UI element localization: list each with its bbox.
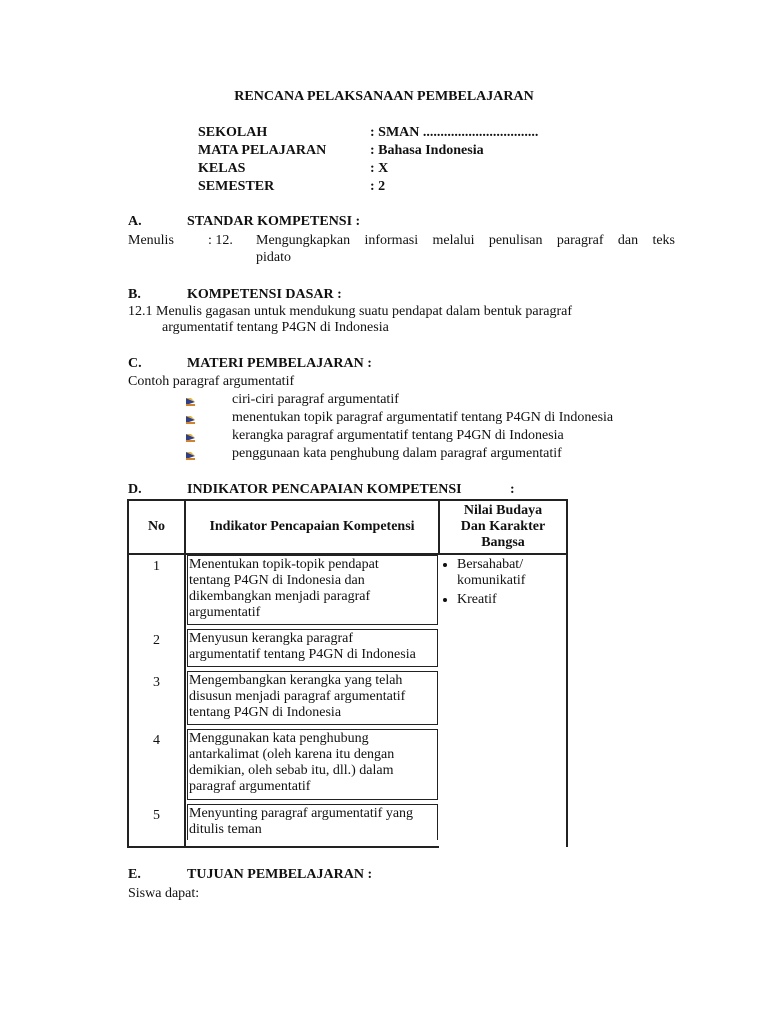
section-d-letter: D. xyxy=(128,482,142,497)
row-indikator-line: tentang P4GN di Indonesia dan xyxy=(189,573,365,588)
section-a-number: : 12. xyxy=(208,233,233,248)
section-e-intro: Siswa dapat: xyxy=(128,886,200,901)
nilai-item-line: komunikatif xyxy=(457,573,526,588)
nilai-item-line: Bersahabat/ xyxy=(457,557,524,572)
identity-label-semester: SEMESTER xyxy=(198,179,275,194)
section-c-heading: MATERI PEMBELAJARAN : xyxy=(187,356,372,371)
row-indikator xyxy=(185,554,439,629)
section-e-heading: TUJUAN PEMBELAJARAN : xyxy=(187,867,373,882)
section-a-text-line1: Mengungkapkan informasi melalui penulisan paragraf dan teks xyxy=(256,233,675,248)
row-indikator-line: ditulis teman xyxy=(189,822,262,837)
header-nilai-line: Dan Karakter xyxy=(460,519,546,534)
row-indikator-line: argumentatif xyxy=(189,605,261,620)
header-nilai-line: Bangsa xyxy=(481,535,525,550)
identity-label-kelas: KELAS xyxy=(198,161,246,176)
section-a-letter: A. xyxy=(128,214,142,229)
row-indikator xyxy=(185,729,439,804)
nilai-item xyxy=(457,592,566,608)
row-no: 1 xyxy=(128,554,185,629)
pencil-bullet-icon xyxy=(186,450,198,460)
row-indikator-line: Menggunakan kata penghubung xyxy=(189,731,369,746)
row-indikator-line: dikembangkan menjadi paragraf xyxy=(189,589,371,604)
section-c-letter: C. xyxy=(128,356,142,371)
row-no: 4 xyxy=(128,729,185,804)
table-header-row xyxy=(128,500,567,554)
nilai-list xyxy=(439,555,566,608)
nilai-item-line: Kreatif xyxy=(457,592,497,607)
table-row xyxy=(128,554,567,629)
section-e-letter: E. xyxy=(128,867,141,882)
section-c-item: kerangka paragraf argumentatif tentang P4GN di Indonesia xyxy=(232,428,564,443)
section-c-item: penggunaan kata penghubung dalam paragraf argumentatif xyxy=(232,446,562,461)
row-indikator-line: disusun menjadi paragraf argumentatif xyxy=(189,689,406,704)
section-c-item: menentukan topik paragraf argumentatif tentang P4GN di Indonesia xyxy=(232,410,614,425)
identity-label-sekolah: SEKOLAH xyxy=(198,125,268,140)
identity-label-mapel: MATA PELAJARAN xyxy=(198,143,327,158)
identity-value-semester: : 2 xyxy=(370,179,386,194)
row-no: 3 xyxy=(128,671,185,729)
section-b-line1: 12.1 Menulis gagasan untuk mendukung suatu pendapat dalam bentuk paragraf xyxy=(128,304,572,319)
identity-value-mapel: : Bahasa Indonesia xyxy=(370,143,484,158)
section-b-heading: KOMPETENSI DASAR : xyxy=(187,287,342,302)
section-a-label: Menulis xyxy=(128,233,174,248)
pencil-bullet-icon xyxy=(186,396,198,406)
row-indikator-line: paragraf argumentatif xyxy=(189,779,311,794)
header-nilai xyxy=(439,500,567,554)
nilai-cell xyxy=(439,554,567,847)
pencil-bullet-icon xyxy=(186,432,198,442)
row-indikator-line: Mengembangkan kerangka yang telah xyxy=(189,673,403,688)
section-d-colon: : xyxy=(510,482,515,497)
header-indikator: Indikator Pencapaian Kompetensi xyxy=(185,500,439,554)
row-indikator-line: Menentukan topik-topik pendapat xyxy=(189,557,379,572)
row-indikator-line: Menyusun kerangka paragraf xyxy=(189,631,354,646)
nilai-item xyxy=(457,557,566,589)
section-a-heading: STANDAR KOMPETENSI : xyxy=(187,214,361,229)
header-nilai-line: Nilai Budaya xyxy=(463,503,543,518)
row-indikator-line: demikian, oleh sebab itu, dll.) dalam xyxy=(189,763,394,778)
identity-value-sekolah: : SMAN ................................. xyxy=(370,125,539,140)
row-no: 2 xyxy=(128,629,185,671)
row-indikator-line: Menyunting paragraf argumentatif yang xyxy=(189,806,414,821)
section-c-intro: Contoh paragraf argumentatif xyxy=(128,374,295,389)
row-indikator-line: argumentatif tentang P4GN di Indonesia xyxy=(189,647,416,662)
section-c-item: ciri-ciri paragraf argumentatif xyxy=(232,392,399,407)
section-a-text-line2: pidato xyxy=(256,250,291,265)
row-indikator xyxy=(185,671,439,729)
row-indikator-line: antarkalimat (oleh karena itu dengan xyxy=(189,747,395,762)
row-indikator xyxy=(185,629,439,671)
identity-value-kelas: : X xyxy=(370,161,389,176)
row-indikator-line: tentang P4GN di Indonesia xyxy=(189,705,342,720)
header-no: No xyxy=(128,500,185,554)
row-no: 5 xyxy=(128,804,185,847)
pencil-bullet-icon xyxy=(186,414,198,424)
row-indikator xyxy=(185,804,439,847)
section-d-heading: INDIKATOR PENCAPAIAN KOMPETENSI xyxy=(187,482,462,497)
section-b-letter: B. xyxy=(128,287,141,302)
section-b-line2: argumentatif tentang P4GN di Indonesia xyxy=(162,320,389,335)
page-title: RENCANA PELAKSANAAN PEMBELAJARAN xyxy=(234,89,534,104)
indicator-table xyxy=(127,499,568,848)
